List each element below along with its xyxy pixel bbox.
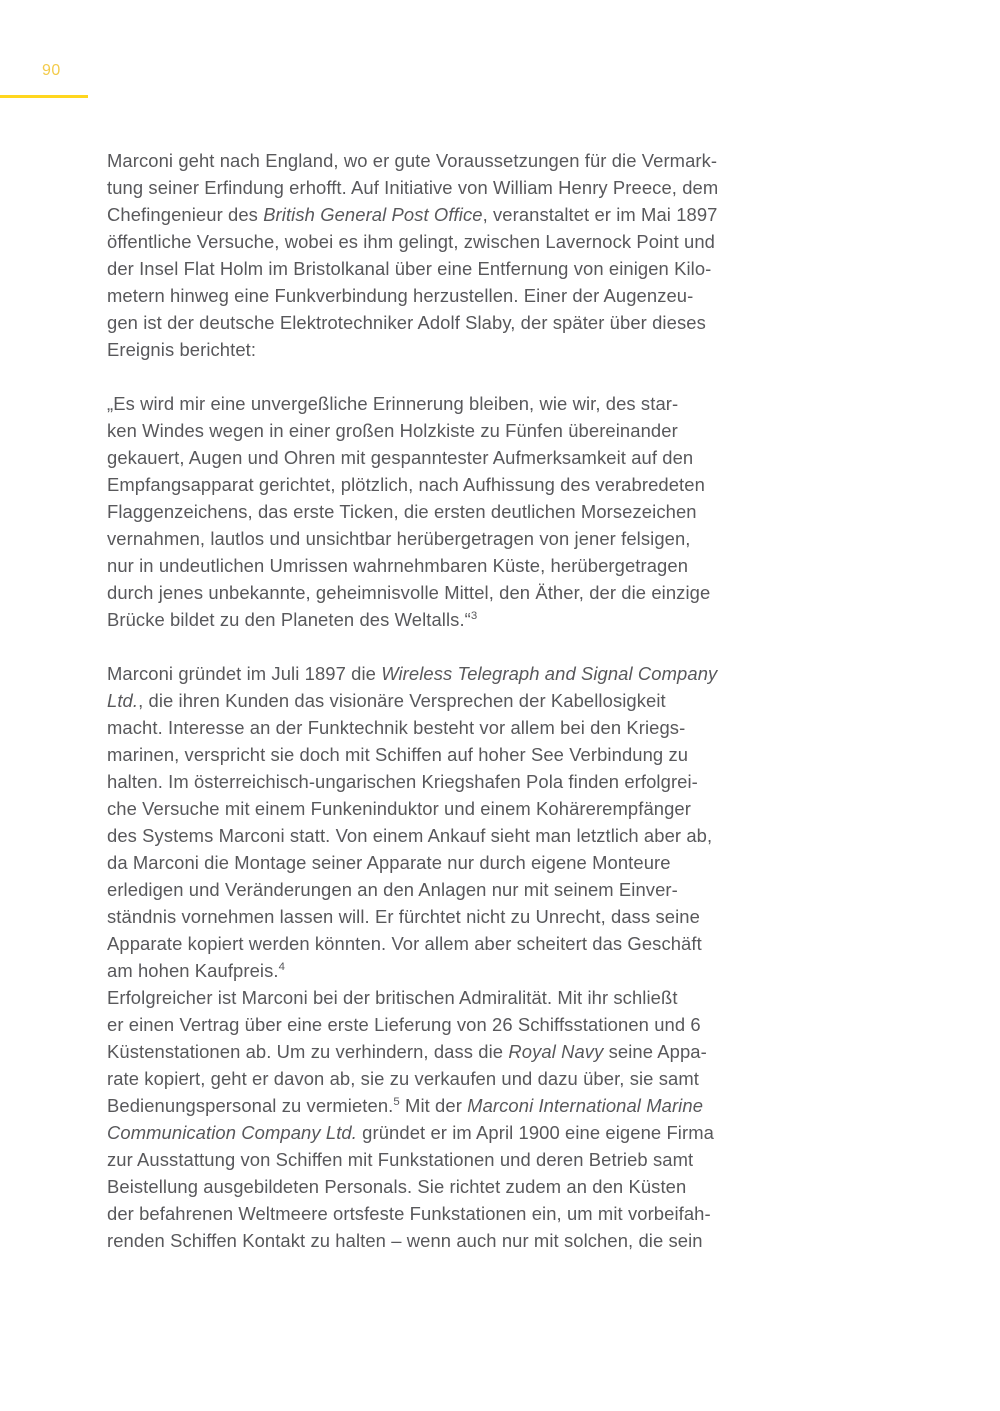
text-run: , die ihren Kunden das visionäre Versprechen der Kabellosigkeit — [138, 690, 666, 711]
text-run: nur in undeutlichen Umrissen wahrnehmbaren Küste, herübergetragen — [107, 555, 689, 576]
text-run: Bedienungspersonal zu vermieten. — [107, 1095, 394, 1116]
text-run: Beistellung ausgebildeten Personals. Sie richtet zudem an den Küsten — [107, 1176, 687, 1197]
paragraph-admiralty-contract — [107, 984, 827, 1254]
text-run: Küstenstationen ab. Um zu verhindern, dass die — [107, 1041, 509, 1062]
page-number: 90 — [42, 62, 61, 79]
text-run: gründet er im April 1900 eine eigene Firma — [356, 1122, 714, 1143]
text-run: Ereignis berichtet: — [107, 339, 257, 360]
italic-text-run: Communication Company Ltd. — [107, 1122, 357, 1143]
paragraph-slaby-quote — [107, 390, 827, 633]
text-run: metern hinweg eine Funkverbindung herzustellen. Einer der Augenzeu- — [107, 285, 694, 306]
italic-text-run: Marconi International Marine — [467, 1095, 704, 1116]
text-run: Empfangsapparat gerichtet, plötzlich, nach Aufhissung des verabredeten — [107, 474, 705, 495]
text-run: ken Windes wegen in einer großen Holzkiste zu Fünfen übereinander — [107, 420, 678, 441]
text-run: seine Appa- — [603, 1041, 707, 1062]
text-run: halten. Im österreichisch-ungarischen Kriegshafen Pola finden erfolgrei- — [107, 771, 698, 792]
italic-text-run: British General Post Office — [263, 204, 483, 225]
text-run: marinen, verspricht sie doch mit Schiffen auf hoher See Verbindung zu — [107, 744, 689, 765]
text-run: tung seiner Erfindung erhofft. Auf Initiative von William Henry Preece, dem — [107, 177, 719, 198]
text-run: gen ist der deutsche Elektrotechniker Adolf Slaby, der später über dieses — [107, 312, 706, 333]
text-run: der befahrenen Weltmeere ortsfeste Funkstationen ein, um mit vorbeifah- — [107, 1203, 711, 1224]
page-number-rule — [0, 95, 88, 98]
text-run: durch jenes unbekannte, geheimnisvolle Mittel, den Äther, der die einzige — [107, 582, 711, 603]
text-run: er einen Vertrag über eine erste Lieferung von 26 Schiffsstationen und 6 — [107, 1014, 701, 1035]
text-run: des Systems Marconi statt. Von einem Ankauf sieht man letztlich aber ab, — [107, 825, 713, 846]
text-run: Marconi gründet im Juli 1897 die — [107, 663, 382, 684]
text-run: che Versuche mit einem Funkeninduktor und einem Kohärerempfänger — [107, 798, 691, 819]
text-run: , veranstaltet er im Mai 1897 — [482, 204, 718, 225]
footnote-ref-3: 3 — [470, 609, 478, 622]
text-run: Mit der — [399, 1095, 468, 1116]
text-run: vernahmen, lautlos und unsichtbar herübergetragen von jener felsigen, — [107, 528, 691, 549]
text-run: Apparate kopiert werden könnten. Vor allem aber scheitert das Geschäft — [107, 933, 702, 954]
italic-text-run: Royal Navy — [508, 1041, 604, 1062]
text-run: öffentliche Versuche, wobei es ihm gelingt, zwischen Lavernock Point und — [107, 231, 715, 252]
text-run: Flaggenzeichens, das erste Ticken, die ersten deutlichen Morsezeichen — [107, 501, 697, 522]
text-run: macht. Interesse an der Funktechnik besteht vor allem bei den Kriegs- — [107, 717, 686, 738]
paragraph-company-founding — [107, 660, 827, 984]
text-run: zur Ausstattung von Schiffen mit Funkstationen und deren Betrieb samt — [107, 1149, 694, 1170]
text-run: Chefingenieur des — [107, 204, 264, 225]
footnote-ref-5: 5 — [393, 1095, 400, 1108]
text-run: gekauert, Augen und Ohren mit gespanntester Aufmerksamkeit auf den — [107, 447, 694, 468]
text-run: Brücke bildet zu den Planeten des Weltalls.“ — [107, 609, 471, 630]
footnote-ref-4: 4 — [278, 960, 286, 973]
text-run: ständnis vornehmen lassen will. Er fürchtet nicht zu Unrecht, dass seine — [107, 906, 700, 927]
text-run: „Es wird mir eine unvergeßliche Erinnerung bleiben, wie wir, des star- — [107, 393, 679, 414]
text-block — [107, 147, 827, 1254]
text-run: der Insel Flat Holm im Bristolkanal über eine Entfernung von einigen Kilo- — [107, 258, 712, 279]
paragraph-marconi-england — [107, 147, 827, 363]
text-run: am hohen Kaufpreis. — [107, 960, 279, 981]
text-run: Marconi geht nach England, wo er gute Voraussetzungen für die Vermark- — [107, 150, 718, 171]
text-run: rate kopiert, geht er davon ab, sie zu verkaufen und dazu über, sie samt — [107, 1068, 699, 1089]
italic-text-run: Ltd. — [107, 690, 139, 711]
text-run: Erfolgreicher ist Marconi bei der britischen Admiralität. Mit ihr schließt — [107, 987, 678, 1008]
text-run: renden Schiffen Kontakt zu halten – wenn auch nur mit solchen, die sein — [107, 1230, 703, 1251]
text-run: erledigen und Veränderungen an den Anlagen nur mit seinem Einver- — [107, 879, 678, 900]
italic-text-run: Wireless Telegraph and Signal Company — [381, 663, 718, 684]
text-run: da Marconi die Montage seiner Apparate nur durch eigene Monteure — [107, 852, 671, 873]
